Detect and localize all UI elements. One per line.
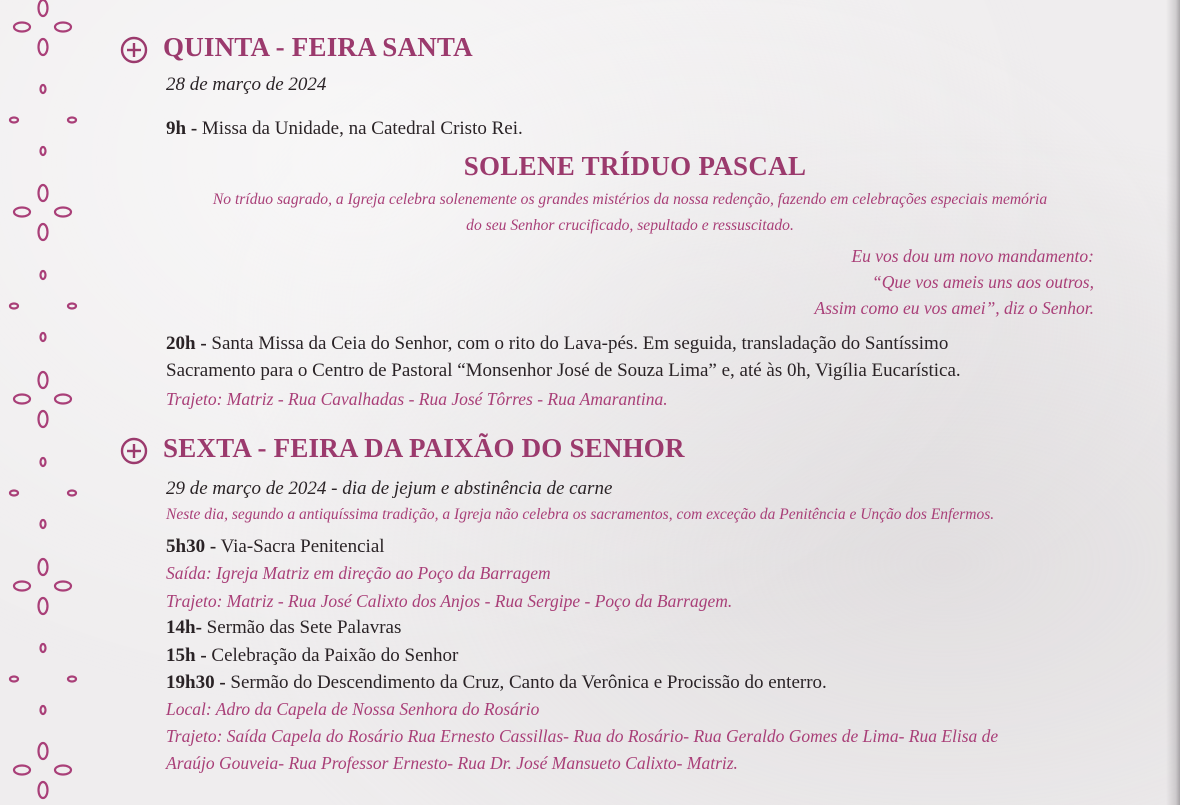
item-time: 15h [166, 645, 196, 666]
schedule-item-20h-continued: Sacramento para o Centro de Pastoral “Monsenhor José de Souza Lima” e, até às 0h, Vigília Eucarística. [166, 360, 961, 381]
flower-ornament-icon [14, 559, 71, 614]
schedule-item-19h30 [166, 672, 827, 694]
item-text: Sermão do Descendimento da Cruz, Canto da Verônica e Procissão do enterro. [225, 672, 827, 693]
location-text: Local: Adro da Capela de Nossa Senhora do Rosário [166, 699, 540, 719]
dot-ornament-icon [10, 644, 76, 714]
item-separator: - [205, 536, 217, 557]
item-time: 5h30 [166, 536, 206, 557]
flower-ornament-icon [14, 372, 71, 427]
item-separator: - [186, 118, 198, 139]
section-date: 28 de março de 2024 [166, 74, 327, 95]
quote-line: “Que vos ameis uns aos outros, [872, 272, 1094, 292]
section-date: 29 de março de 2024 - dia de jejum e abstinência de carne [166, 478, 613, 499]
route-text: Trajeto: Matriz - Rua José Calixto dos Anjos - Rua Sergipe - Poço da Barragem. [166, 591, 733, 611]
route-text-continued: Araújo Gouveia- Rua Professor Ernesto- Rua Dr. José Mansueto Calixto- Matriz. [166, 753, 738, 773]
departure-text: Saída: Igreja Matriz em direção ao Poço da Barragem [166, 563, 551, 583]
item-time: 9h [166, 118, 187, 139]
triduo-title: SOLENE TRÍDUO PASCAL [463, 151, 807, 181]
item-time: 20h [166, 333, 196, 354]
plus-circle-icon [120, 437, 148, 465]
item-text: Missa da Unidade, na Catedral Cristo Rei. [197, 118, 523, 139]
section-title-quinta-feira: QUINTA - FEIRA SANTA [163, 32, 473, 62]
schedule-item-15h [166, 645, 458, 667]
item-text: Via-Sacra Penitencial [216, 536, 385, 557]
item-separator: - [195, 645, 207, 666]
triduo-intro [160, 187, 1100, 239]
dot-ornament-icon [10, 458, 76, 528]
quote-line: Eu vos dou um novo mandamento: [851, 246, 1094, 266]
schedule-item-5h30 [166, 536, 385, 558]
section-title-sexta-feira: SEXTA - FEIRA DA PAIXÃO DO SENHOR [163, 433, 685, 463]
quote-block [815, 243, 1095, 321]
quote-line: Assim como eu vos amei”, diz o Senhor. [814, 298, 1094, 318]
flower-ornament-icon [14, 185, 71, 240]
item-text: Santa Missa da Ceia do Senhor, com o rito do Lava-pés. Em seguida, transladação do Santíssimo [206, 333, 949, 354]
item-separator: - [214, 672, 226, 693]
flower-ornament-icon [14, 0, 71, 55]
item-text: Celebração da Paixão do Senhor [206, 645, 459, 666]
triduo-intro-line: do seu Senhor crucificado, sepultado e ressuscitado. [466, 217, 794, 234]
item-separator: - [195, 333, 207, 354]
item-time: 19h30 [166, 672, 215, 693]
schedule-item-9h [166, 118, 523, 140]
item-time: 14h [166, 617, 196, 638]
schedule-item-14h [166, 617, 401, 639]
dot-ornament-icon [10, 85, 76, 155]
item-separator: - [195, 617, 202, 638]
route-text: Trajeto: Matriz - Rua Cavalhadas - Rua José Tôrres - Rua Amarantina. [166, 389, 668, 409]
plus-circle-icon [120, 36, 148, 64]
triduo-intro-line: No tríduo sagrado, a Igreja celebra solenemente os grandes mistérios da nossa redenção, fazendo em celebrações especiais memória [212, 191, 1048, 208]
page-edge-shadow [1166, 0, 1180, 805]
flower-ornament-icon [14, 743, 71, 798]
section-note: Neste dia, segundo a antiquíssima tradição, a Igreja não celebra os sacramentos, com exceção da Penitência e Unção dos Enfermos. [166, 506, 995, 523]
schedule-item-20h [166, 333, 948, 355]
dot-ornament-icon [10, 271, 76, 341]
route-text: Trajeto: Saída Capela do Rosário Rua Ernesto Cassillas- Rua do Rosário- Rua Geraldo Gomes de Lima- Rua Elisa de [166, 726, 999, 746]
item-text: Sermão das Sete Palavras [201, 617, 402, 638]
decorative-border [0, 0, 90, 805]
